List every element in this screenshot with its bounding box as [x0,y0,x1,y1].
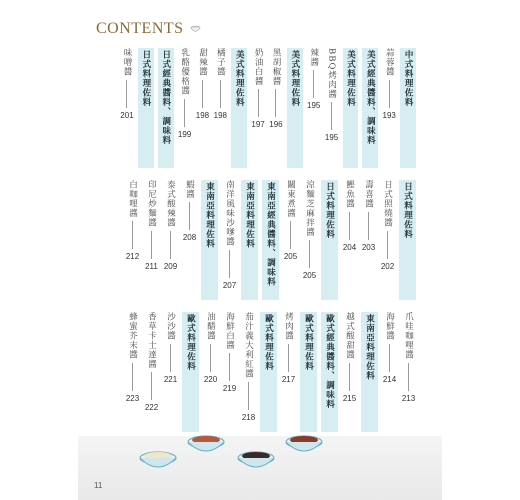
entry-page-number: 199 [177,129,192,139]
category-label: 東南亞料理佐料 [244,182,255,249]
contents-entry[interactable] [163,180,178,300]
header [96,20,201,38]
contents-entry[interactable] [307,48,321,168]
leader-line [309,240,310,268]
category-heading [201,180,218,300]
entry-page-number: 212 [125,252,140,261]
category-label: 歐式料理佐料 [263,314,274,371]
contents-entry[interactable] [251,48,265,168]
category-heading [262,180,279,300]
entry-page-number: 211 [145,261,158,271]
entry-page-number: 195 [307,101,321,110]
entry-label: 烤肉醬 [283,312,294,341]
entry-page-number: 202 [380,261,395,271]
category-heading [241,180,258,300]
entry-page-number: 204 [342,242,357,252]
entry-page-number: 222 [144,403,159,412]
bowl-3 [238,452,274,467]
entry-label: 香草卡士達醬 [146,312,157,369]
entry-page-number: 223 [125,393,140,403]
entry-label: 茄汁義大利紅醬 [243,312,254,379]
leader-line [349,363,350,391]
leader-line [184,99,185,127]
entry-page-number: 219 [222,384,237,393]
contents-section [116,180,416,300]
category-label: 歐式料理佐料 [303,314,314,371]
entry-label: 白咖哩醬 [127,180,138,218]
leader-line [389,80,390,108]
entry-label: 奶油白醬 [253,48,264,86]
leader-line [408,363,409,391]
category-label: 美式料理佐料 [289,50,300,107]
entry-label: 越式酸甜醬 [344,312,355,360]
leader-line [313,70,314,98]
leader-line [170,231,171,259]
leader-line [202,80,203,108]
leader-line [151,372,152,400]
contents-entry[interactable] [361,180,376,300]
contents-entry[interactable] [283,180,298,300]
category-heading [138,48,154,168]
category-heading [400,48,416,168]
leader-line [170,344,171,372]
entry-page-number: 215 [342,393,357,403]
leader-line [368,212,369,240]
entry-label: 涼麵芝麻拌醬 [304,180,315,237]
contents-entry[interactable] [302,180,317,300]
category-label: 美式經典醬料、調味料 [365,50,376,145]
contents-entry[interactable] [269,48,283,168]
entry-page-number: 198 [195,110,210,120]
category-label: 東南亞經典醬料、調味料 [265,182,276,287]
category-label: 中式料理佐料 [403,50,414,107]
category-label: 歐式料理佐料 [185,314,196,371]
bowl-2 [188,436,224,451]
contents-entry[interactable] [196,48,210,168]
bowl-icon [190,24,201,35]
entry-page-number: 208 [182,233,197,242]
entry-label: 印尼炒麵醬 [146,180,157,228]
category-heading [399,180,416,300]
entry-label: 味噌醬 [121,48,132,77]
category-label: 東南亞料理佐料 [364,314,375,381]
contents-entry[interactable] [125,180,140,300]
leader-line [248,382,249,410]
category-heading [158,48,174,168]
leader-line [210,344,211,372]
entry-label: 油醋醬 [205,312,216,341]
bowl-1 [140,452,176,467]
category-label: 美式料理佐料 [345,50,356,107]
contents-entry[interactable] [144,180,159,300]
category-heading [362,48,378,168]
entry-page-number: 218 [241,412,256,422]
entry-label: 壽喜醬 [363,180,374,209]
entry-label: 爪哇咖哩醬 [403,312,414,360]
contents-entry[interactable] [120,48,134,168]
category-heading [343,48,359,168]
category-label: 日式經典醬料、調味料 [160,50,171,145]
entry-label: 海鮮白醬 [224,312,235,350]
contents-entry[interactable] [182,180,197,300]
contents-entry[interactable] [382,48,396,168]
category-label: 東南亞料理佐料 [204,182,215,249]
category-label: 歐式經典醬料、調味料 [324,314,335,409]
leader-line [229,250,230,278]
entry-label: 日式照燒醬 [382,180,393,228]
leader-line [132,363,133,391]
category-heading [231,48,247,168]
page-number: 11 [94,481,103,490]
entry-page-number: 203 [361,242,376,252]
entry-page-number: 213 [401,393,416,403]
entry-page-number: 209 [163,261,178,271]
category-label: 日式料理佐料 [324,182,335,239]
entry-label: 海鮮醬 [384,312,395,341]
entry-page-number: 198 [213,110,227,120]
contents-entry[interactable] [325,48,339,168]
entry-label: BBQ烤肉醬 [326,48,337,99]
category-heading [287,48,303,168]
entry-page-number: 207 [222,280,237,290]
leader-line [387,231,388,259]
leader-line [331,102,332,130]
entry-label: 蝦醬 [184,180,195,199]
contents-entry[interactable] [222,180,237,300]
leader-line [189,202,190,230]
entry-label: 乳酪優格醬 [179,48,190,96]
entry-label: 關東煮醬 [285,180,296,218]
entry-page-number: 201 [120,110,134,120]
entry-page-number: 205 [283,252,298,261]
entry-page-number: 193 [382,110,396,120]
leader-line [290,221,291,249]
entry-label: 南洋風味沙嗲醬 [224,180,235,247]
entry-label: 沙沙醬 [165,312,176,341]
leader-line [151,231,152,259]
contents-entry[interactable] [342,180,357,300]
entry-label: 甜辣醬 [197,48,208,77]
leader-line [389,344,390,372]
leader-line [258,89,259,117]
bowl-4 [286,436,322,451]
contents-entry[interactable] [380,180,395,300]
category-label: 日式料理佐料 [402,182,413,239]
leader-line [126,80,127,108]
entry-page-number: 196 [269,120,283,129]
entry-page-number: 205 [302,271,317,280]
contents-section [116,48,416,168]
leader-line [275,89,276,117]
entry-label: 鰹魚醬 [344,180,355,209]
entry-page-number: 217 [281,374,296,384]
entry-label: 黑胡椒醬 [270,48,281,86]
leader-line [349,212,350,240]
contents-entry[interactable] [213,48,227,168]
leader-line [132,221,133,249]
entry-label: 蜂蜜芥末醬 [127,312,138,360]
entry-page-number: 221 [163,374,178,384]
sauce-bowls-image [122,422,362,472]
entry-page-number: 195 [324,132,339,142]
contents-title: CONTENTS [96,20,184,37]
entry-page-number: 220 [203,374,218,384]
entry-label: 橘子醬 [215,48,226,77]
leader-line [229,353,230,381]
entry-page-number: 214 [382,374,397,384]
entry-label: 泰式酸辣醬 [165,180,176,228]
category-label: 日式料理佐料 [140,50,151,107]
entry-page-number: 197 [251,120,265,129]
entry-label: 蒜蓉醬 [384,48,395,77]
leader-line [288,344,289,372]
category-heading [321,180,338,300]
category-label: 美式料理佐料 [234,50,245,107]
leader-line [220,80,221,108]
contents-entry[interactable] [178,48,192,168]
decoration-table [78,410,442,500]
contents-list [96,48,416,448]
entry-label: 辣醬 [308,48,319,67]
